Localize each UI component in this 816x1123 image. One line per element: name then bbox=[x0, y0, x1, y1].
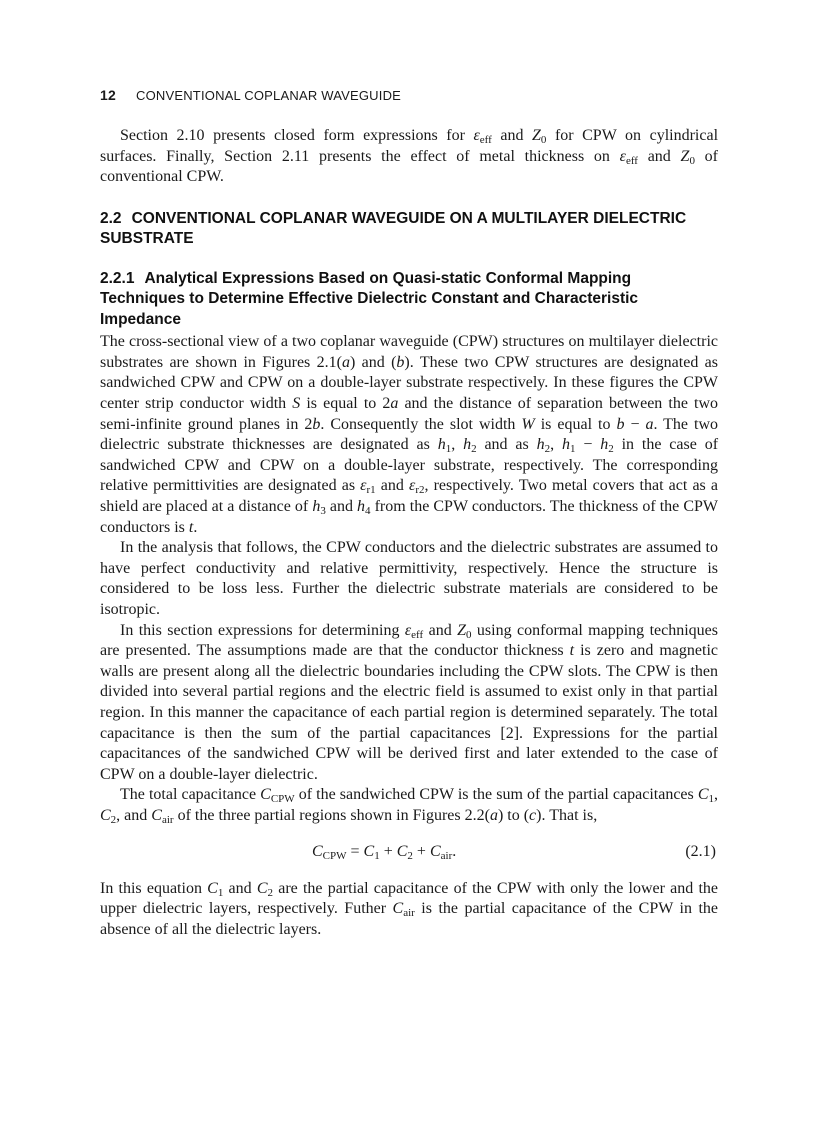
paragraph-assumptions: In the analysis that follows, the CPW conductors and the dielectric substrates are assumed to have perfect conductivity and relative permittivity, respectively. Hence the structure is considered to be loss less. Further the dielectric substrate materials are considered to be isotropic. bbox=[100, 539, 718, 618]
intro-paragraph: Section 2.10 presents closed form expressions for $\varepsilon_{eff}$ and $Z_0$ for CPW on cylindrical surfaces. Finally, Section 2.11 presents the effect of metal thickness on $\varepsilon_{eff}$ and $Z_0$ of conventional CPW. bbox=[100, 127, 719, 186]
running-head bbox=[100, 87, 401, 103]
paragraph-conformal-mapping: In this section expressions for determining $\varepsilon_{eff}$ and $Z_0$ using conformal mapping techniques are presented. The assumptions made are that the conductor thickness t is zero and magnetic walls are present along all the dielectric boundaries including the CPW slots. The CPW is then divided into several partial regions and the electric field is assumed to exist only in that partial region. In this manner the capacitance of each partial region is determined separately. The total capacitance is then the sum of the partial capacitances [2]. Expressions for the partial capacitances of the sandwiched CPW will be derived first and later extended to the case of CPW on a double-layer dielectric. bbox=[100, 621, 719, 783]
page-body bbox=[100, 126, 718, 940]
subsection-heading: 2.2.1 Analytical Expressions Based on Quasi-static Conformal Mapping Techniques to Determine Effective Dielectric Constant and Characteristic Impedance bbox=[100, 269, 639, 328]
running-title: CONVENTIONAL COPLANAR WAVEGUIDE bbox=[135, 88, 402, 103]
paragraph-cross-section: The cross-sectional view of a two coplanar waveguide (CPW) structures on multilayer dielectric substrates are shown in Figures 2.1(a) and (b). These two CPW structures are designated as sandwiched CPW and CPW on a double-layer substrate respectively. In these figures the CPW center strip conductor width S is equal to 2a and the distance of separation between the two semi-infinite ground planes in 2b. Consequently the slot width W is equal to b − a. The two dielectric substrate thicknesses are designated as $h_1$, $h_2$ and as $h_2$, $h_1 - h_2$ in the case of sandwiched CPW and CPW on a double-layer substrate, respectively. The corresponding relative permittivities are designated as $\varepsilon_{r1}$ and $\varepsilon_{r2}$, respectively. Two metal covers that act as a shield are placed at a distance of $h_3$ and $h_4$ from the CPW conductors. The thickness of the CPW conductors is t. bbox=[100, 333, 719, 536]
section-heading: 2.2 CONVENTIONAL COPLANAR WAVEGUIDE ON A MULTILAYER DIELECTRIC SUBSTRATE bbox=[100, 209, 687, 248]
paragraph-partial-capacitance: In this equation $C_1$ and $C_2$ are the partial capacitance of the CPW with only the lower and the upper dielectric layers, respectively. Futher $C_{air}$ is the partial capacitance of the CPW in the absence of all the dielectric layers. bbox=[100, 879, 719, 938]
paragraph-total-capacitance: The total capacitance $C_{CPW}$ of the sandwiched CPW is the sum of the partial capacitances $C_1$, $C_2$, and $C_{air}$ of the three partial regions shown in Figures 2.2(a) to (c). That is, bbox=[100, 786, 719, 826]
page-number: 12 bbox=[100, 87, 116, 103]
equation-number: (2.1) bbox=[685, 842, 716, 860]
equation-body: $C_{CPW} = C_1 + C_2 + C_{air}$. bbox=[312, 842, 457, 862]
equation-2-1 bbox=[100, 841, 718, 865]
